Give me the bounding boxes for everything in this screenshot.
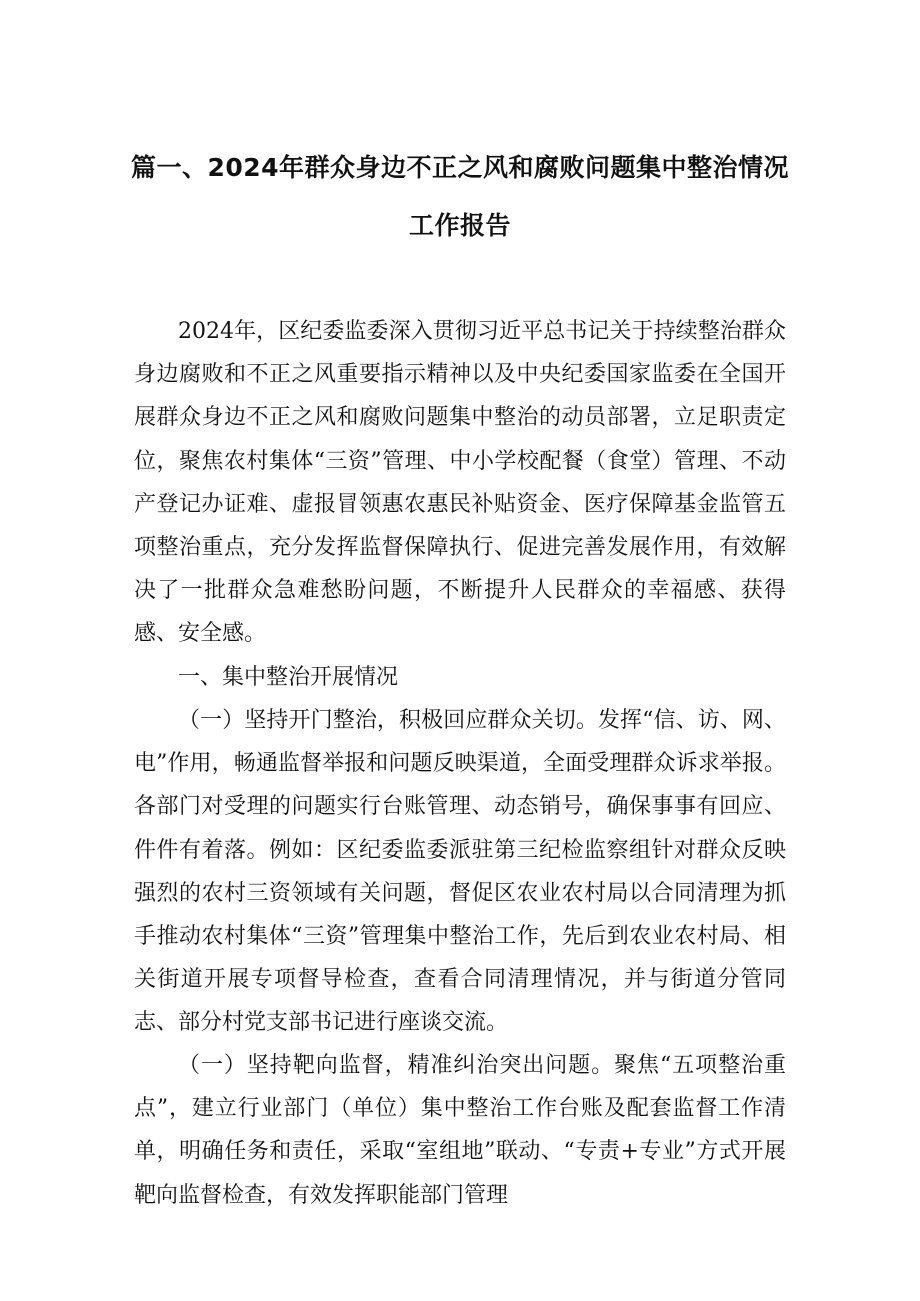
section1-paragraph-2: （一）坚持靶向监督，精准纠治突出问题。聚焦“五项整治重点”，建立行业部门（单位）集中整治工作台账及配套监督工作清单，明确任务和责任，采取“室组地”联动、“专责+专业”方式开展靶向监督检查，有效发挥职能部门管理 bbox=[134, 1053, 786, 1208]
section-heading-1: 一、集中整治开展情况 bbox=[178, 665, 399, 690]
document-title-line-1: 篇一、2024年群众身边不正之风和腐败问题集中整治情况 bbox=[130, 153, 790, 182]
intro-paragraph-block bbox=[134, 310, 786, 656]
section1-paragraph-1: （一）坚持开门整治，积极回应群众关切。发挥“信、访、网、电”作用，畅通监督举报和问题反映渠道，全面受理群众诉求举报。各部门对受理的问题实行台账管理、动态销号，确保事事有回应、件件有着落。例如：区纪委监委派驻第三纪检监察组针对群众反映强烈的农村三资领域有关问题，督促区农业农村局以合同清理为抓手推动农村集体“三资”管理集中整治工作，先后到农业农村局、相关街道开展专项督导检查，查看合同清理情况，并与街道分管同志、部分村党支部书记进行座谈交流。 bbox=[134, 708, 786, 1036]
section1-paragraph-1-block bbox=[134, 699, 786, 1045]
document-title-line-2: 工作报告 bbox=[408, 211, 511, 240]
section1-paragraph-2-block bbox=[134, 1044, 786, 1217]
intro-paragraph: 2024年，区纪委监委深入贯彻习近平总书记关于持续整治群众身边腐败和不正之风重要指示精神以及中央纪委国家监委在全国开展群众身边不正之风和腐败问题集中整治的动员部署，立足职责定位，聚焦农村集体“三资”管理、中小学校配餐（食堂）管理、不动产登记办证难、虚报冒领惠农惠民补贴资金、医疗保障基金监管五项整治重点，充分发挥监督保障执行、促进完善发展作用，有效解决了一批群众急难愁盼问题，不断提升人民群众的幸福感、获得感、安全感。 bbox=[134, 319, 786, 647]
